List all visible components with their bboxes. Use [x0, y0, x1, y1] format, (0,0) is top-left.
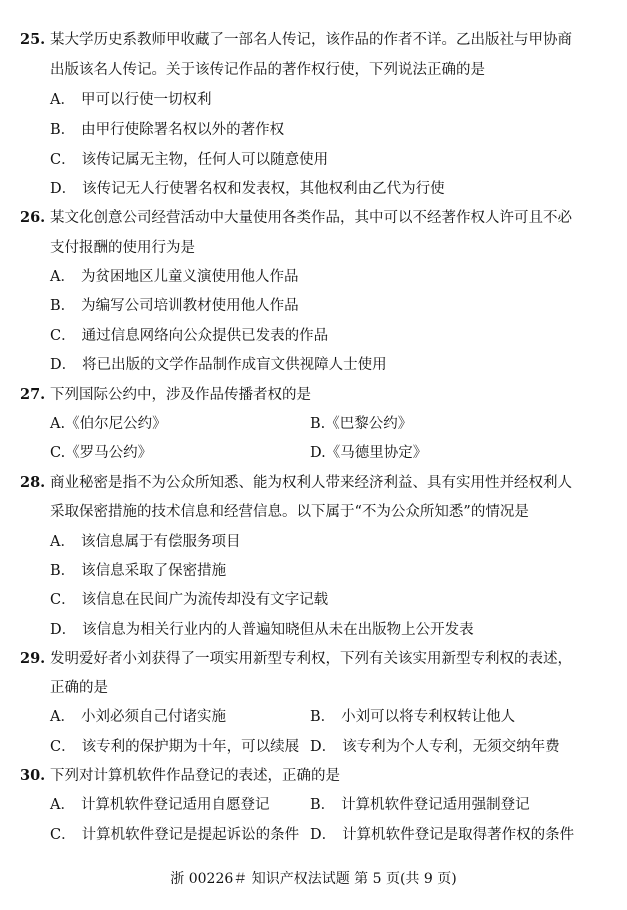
- option-d: D． 该传记无人行使署名权和发表权，其他权利由乙代为行使: [50, 181, 445, 197]
- question-stem-line: 商业秘密是指不为公众所知悉、能为权利人带来经济利益、具有实用性并经权利人: [50, 475, 572, 491]
- option-b: B.《巴黎公约》: [310, 416, 413, 432]
- option-d: D． 该信息为相关行业内的人普遍知晓但从未在出版物上公开发表: [50, 622, 474, 638]
- option-a: A.《伯尔尼公约》: [50, 416, 167, 432]
- page-footer: 浙 00226＃ 知识产权法试题 第 5 页(共 9 页): [170, 871, 457, 887]
- option-c: C． 该专利的保护期为十年，可以续展: [50, 739, 300, 755]
- option-c: C.《罗马公约》: [50, 445, 153, 461]
- option-b: B． 该信息采取了保密措施: [50, 563, 227, 579]
- question-stem-line: 出版该名人传记。关于该传记作品的著作权行使，下列说法正确的是: [50, 62, 485, 78]
- option-a: A． 该信息属于有偿服务项目: [50, 534, 241, 550]
- question-number: 30.: [20, 767, 46, 784]
- question-number: 28.: [20, 474, 46, 491]
- question-stem-line: 某大学历史系教师甲收藏了一部名人传记，该作品的作者不详。乙出版社与甲协商: [50, 32, 572, 48]
- question-stem-line: 发明爱好者小刘获得了一项实用新型专利权，下列有关该实用新型专利权的表述，: [50, 651, 572, 667]
- option-a: A． 为贫困地区儿童义演使用他人作品: [50, 269, 299, 285]
- option-d: D． 将已出版的文学作品制作成盲文供视障人士使用: [50, 357, 387, 373]
- question-number: 27.: [20, 386, 46, 403]
- option-a: A． 甲可以行使一切权利: [50, 92, 212, 108]
- question-stem-line: 某文化创意公司经营活动中大量使用各类作品，其中可以不经著作权人许可且不必: [50, 210, 572, 226]
- question-stem-line: 支付报酬的使用行为是: [50, 240, 195, 256]
- option-b: B． 小刘可以将专利权转让他人: [310, 709, 516, 725]
- question-number: 29.: [20, 650, 46, 667]
- option-b: B． 为编写公司培训教材使用他人作品: [50, 298, 299, 314]
- question-number: 26.: [20, 209, 46, 226]
- option-c: C． 计算机软件登记是提起诉讼的条件: [50, 827, 300, 843]
- option-a: A． 小刘必须自己付诸实施: [50, 709, 226, 725]
- question-stem-line: 下列国际公约中，涉及作品传播者权的是: [50, 387, 311, 403]
- option-c: C． 通过信息网络向公众提供已发表的作品: [50, 328, 329, 344]
- option-b: B． 计算机软件登记适用强制登记: [310, 797, 530, 813]
- question-stem-line: 正确的是: [50, 680, 108, 696]
- option-c: C． 该信息在民间广为流传却没有文字记载: [50, 592, 329, 608]
- option-d: D.《马德里协定》: [310, 445, 428, 461]
- option-a: A． 计算机软件登记适用自愿登记: [50, 797, 270, 813]
- question-stem-line: 下列对计算机软件作品登记的表述，正确的是: [50, 768, 340, 784]
- option-d: D． 该专利为个人专利，无须交纳年费: [310, 739, 560, 755]
- option-d: D． 计算机软件登记是取得著作权的条件: [310, 827, 575, 843]
- question-number: 25.: [20, 31, 46, 48]
- question-stem-line: 采取保密措施的技术信息和经营信息。以下属于“不为公众所知悉”的情况是: [50, 504, 529, 520]
- option-c: C． 该传记属无主物，任何人可以随意使用: [50, 152, 329, 168]
- option-b: B． 由甲行使除署名权以外的著作权: [50, 122, 285, 138]
